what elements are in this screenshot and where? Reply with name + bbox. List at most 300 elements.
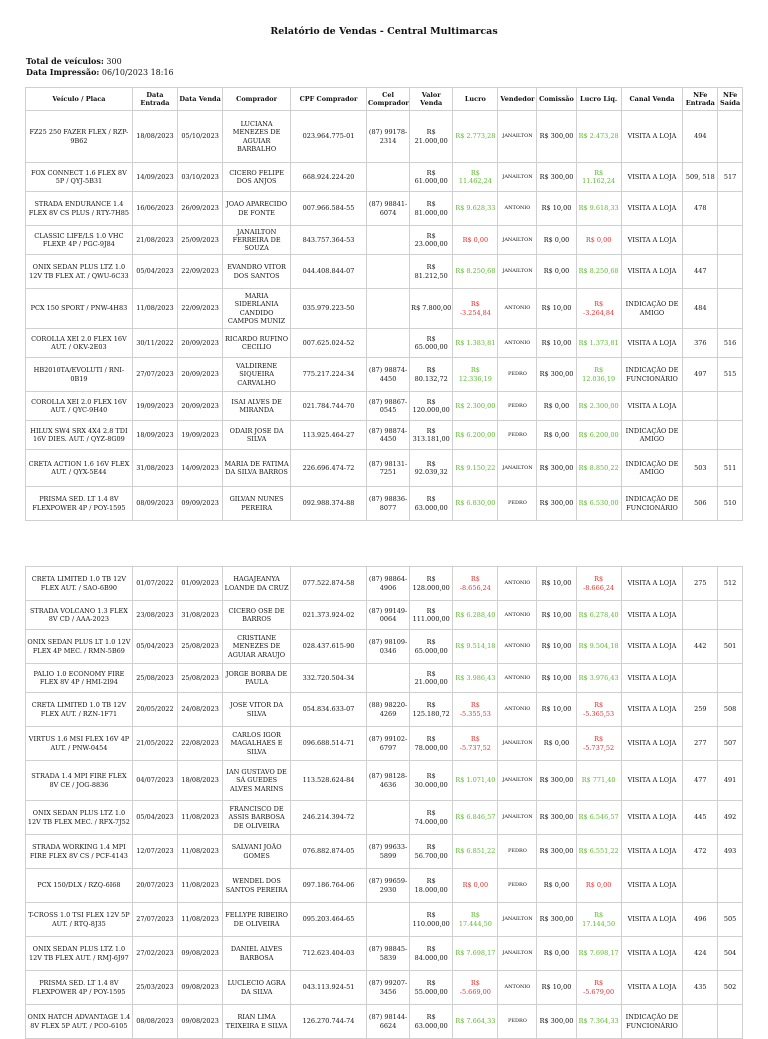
buyer-cell: VALDIRENE SIQUEIRA CARVALHO [223, 358, 291, 392]
phone-cell [366, 226, 409, 255]
header-nfe-out: NFe Saída [718, 88, 743, 111]
sale-date-cell: 25/08/2023 [178, 664, 223, 693]
channel-cell: VISITA A LOJA [621, 937, 683, 971]
cpf-cell: 043.113.924-51 [290, 971, 366, 1005]
cpf-cell: 007.966.584-55 [290, 192, 366, 226]
seller-cell: ANTONIO [498, 329, 537, 358]
buyer-cell: MARIA DE FATIMA DA SILVA BARROS [223, 450, 291, 487]
nfe-out-cell: 505 [718, 903, 743, 937]
channel-cell: VISITA A LOJA [621, 727, 683, 761]
sale-value-cell: R$ 56.700,00 [410, 835, 453, 869]
channel-cell: VISITA A LOJA [621, 835, 683, 869]
channel-cell: VISITA A LOJA [621, 630, 683, 664]
phone-cell: (87) 99633-5899 [366, 835, 409, 869]
vehicle-cell: PRISMA SED. LT 1.4 8V FLEXPOWER 4P / POY-1595 [26, 487, 133, 521]
profit-cell: R$ 6.846,57 [453, 801, 498, 835]
nfe-out-cell [718, 664, 743, 693]
commission-cell: R$ 10,00 [537, 630, 576, 664]
channel-cell: VISITA A LOJA [621, 329, 683, 358]
sale-date-cell: 19/09/2023 [178, 421, 223, 450]
vehicle-cell: CRETA LIMITED 1.0 TB 12V FLEX AUT. / RZN-1F71 [26, 693, 133, 727]
net-profit-cell: R$ -5.737,52 [576, 727, 621, 761]
seller-cell: JANAILTON [498, 903, 537, 937]
sale-value-cell: R$ 120.000,00 [410, 392, 453, 421]
phone-cell: (87) 98836-8077 [366, 487, 409, 521]
entry-date-cell: 27/07/2023 [132, 358, 177, 392]
commission-cell: R$ 10,00 [537, 971, 576, 1005]
net-profit-cell: R$ -3.264,84 [576, 289, 621, 329]
phone-cell: (87) 98874-4450 [366, 358, 409, 392]
nfe-out-cell: 516 [718, 329, 743, 358]
sale-value-cell: R$ 125.180,72 [410, 693, 453, 727]
vehicle-cell: FZ25 250 FAZER FLEX / RZP-9B62 [26, 111, 133, 163]
buyer-cell: CRISTIANE MENEZES DE AGUIAR ARAUJO [223, 630, 291, 664]
sale-value-cell: R$ 23.000,00 [410, 226, 453, 255]
sale-date-cell: 24/08/2023 [178, 693, 223, 727]
channel-cell: VISITA A LOJA [621, 971, 683, 1005]
channel-cell: INDICAÇÃO DE AMIGO [621, 421, 683, 450]
nfe-out-cell: 508 [718, 693, 743, 727]
table-row [26, 693, 743, 727]
total-vehicles [26, 56, 122, 66]
sale-date-cell: 26/09/2023 [178, 192, 223, 226]
net-profit-cell: R$ 6.546,57 [576, 801, 621, 835]
cpf-cell: 226.696.474-72 [290, 450, 366, 487]
table-row [26, 392, 743, 421]
sale-date-cell: 11/08/2023 [178, 801, 223, 835]
commission-cell: R$ 300,00 [537, 358, 576, 392]
net-profit-cell: R$ -8.666,24 [576, 567, 621, 601]
nfe-out-cell [718, 226, 743, 255]
net-profit-cell: R$ 12.036,19 [576, 358, 621, 392]
header-cpf: CPF Comprador [290, 88, 366, 111]
commission-cell: R$ 10,00 [537, 567, 576, 601]
buyer-cell: CICERO FELIPE DOS ANJOS [223, 163, 291, 192]
entry-date-cell: 11/08/2023 [132, 289, 177, 329]
entry-date-cell: 04/07/2023 [132, 761, 177, 801]
sale-date-cell: 09/08/2023 [178, 971, 223, 1005]
profit-cell: R$ 6.830,00 [453, 487, 498, 521]
profit-cell: R$ 1.383,81 [453, 329, 498, 358]
seller-cell: ANTONIO [498, 192, 537, 226]
cpf-cell: 095.203.464-65 [290, 903, 366, 937]
net-profit-cell: R$ 0,00 [576, 869, 621, 903]
nfe-out-cell: 502 [718, 971, 743, 1005]
nfe-in-cell [683, 421, 718, 450]
seller-cell: PEDRO [498, 487, 537, 521]
sales-table-page-2 [25, 566, 743, 1039]
cpf-cell: 028.437.615-90 [290, 630, 366, 664]
entry-date-cell: 27/02/2023 [132, 937, 177, 971]
cpf-cell: 092.988.374-88 [290, 487, 366, 521]
entry-date-cell: 27/07/2023 [132, 903, 177, 937]
entry-date-cell: 31/08/2023 [132, 450, 177, 487]
nfe-in-cell: 494 [683, 111, 718, 163]
sale-date-cell: 01/09/2023 [178, 567, 223, 601]
vehicle-cell: ONIX SEDAN PLUS LT 1.0 12V FLEX 4P MEC. / RMN-5B69 [26, 630, 133, 664]
cpf-cell: 712.623.404-03 [290, 937, 366, 971]
nfe-out-cell [718, 192, 743, 226]
vehicle-cell: VIRTUS 1.6 MSI FLEX 16V 4P AUT. / PNW-0454 [26, 727, 133, 761]
vehicle-cell: STRADA WORKING 1.4 MPI FIRE FLEX 8V CS / PCF-4143 [26, 835, 133, 869]
net-profit-cell: R$ 2.300,00 [576, 392, 621, 421]
sale-date-cell: 20/09/2023 [178, 392, 223, 421]
seller-cell: ANTONIO [498, 601, 537, 630]
entry-date-cell: 23/08/2023 [132, 601, 177, 630]
nfe-out-cell [718, 601, 743, 630]
entry-date-cell: 21/05/2022 [132, 727, 177, 761]
sale-value-cell: R$ 74.000,00 [410, 801, 453, 835]
nfe-in-cell: 506 [683, 487, 718, 521]
nfe-in-cell: 259 [683, 693, 718, 727]
seller-cell: ANTONIO [498, 971, 537, 1005]
vehicle-cell: T-CROSS 1.0 TSI FLEX 12V 5P AUT. / RTQ-8J35 [26, 903, 133, 937]
net-profit-cell: R$ 6.200,00 [576, 421, 621, 450]
sale-date-cell: 20/09/2023 [178, 329, 223, 358]
nfe-in-cell: 496 [683, 903, 718, 937]
header-buyer: Comprador [223, 88, 291, 111]
channel-cell: INDICAÇÃO DE FUNCIONÁRIO [621, 358, 683, 392]
net-profit-cell: R$ 7.698,17 [576, 937, 621, 971]
sale-date-cell: 09/08/2023 [178, 937, 223, 971]
seller-cell: JANAILTON [498, 727, 537, 761]
sale-date-cell: 25/08/2023 [178, 630, 223, 664]
sale-date-cell: 11/08/2023 [178, 903, 223, 937]
sale-value-cell: R$ 18.000,00 [410, 869, 453, 903]
vehicle-cell: PCX 150 SPORT / PNW-4H83 [26, 289, 133, 329]
nfe-out-cell: 507 [718, 727, 743, 761]
sale-value-cell: R$ 81.212,50 [410, 255, 453, 289]
phone-cell: (87) 98864-4906 [366, 567, 409, 601]
commission-cell: R$ 10,00 [537, 192, 576, 226]
phone-cell: (87) 98841-6074 [366, 192, 409, 226]
vehicle-cell: HB2010TA/EVOLUTI / RNI-0B19 [26, 358, 133, 392]
table-row [26, 255, 743, 289]
channel-cell: VISITA A LOJA [621, 163, 683, 192]
header-nfe-in: NFe Entrada [683, 88, 718, 111]
table-row [26, 226, 743, 255]
entry-date-cell: 21/08/2023 [132, 226, 177, 255]
sale-date-cell: 11/08/2023 [178, 835, 223, 869]
buyer-cell: IAN GUSTAVO DE SÁ GUEDES ALVES MARINS [223, 761, 291, 801]
profit-cell: R$ 2.300,00 [453, 392, 498, 421]
sale-date-cell: 22/08/2023 [178, 727, 223, 761]
commission-cell: R$ 300,00 [537, 163, 576, 192]
nfe-in-cell: 445 [683, 801, 718, 835]
entry-date-cell: 08/09/2023 [132, 487, 177, 521]
seller-cell: JANAILTON [498, 450, 537, 487]
entry-date-cell: 18/08/2023 [132, 111, 177, 163]
net-profit-cell: R$ 8.850,22 [576, 450, 621, 487]
commission-cell: R$ 10,00 [537, 664, 576, 693]
nfe-in-cell [683, 664, 718, 693]
profit-cell: R$ -3.254,84 [453, 289, 498, 329]
sale-date-cell: 20/09/2023 [178, 358, 223, 392]
vehicle-cell: ONIX SEDAN PLUS LTZ 1.0 12V TB FLEX AT. / QWU-6C33 [26, 255, 133, 289]
phone-cell: (87) 99178-2314 [366, 111, 409, 163]
nfe-out-cell: 491 [718, 761, 743, 801]
net-profit-cell: R$ 11.162,24 [576, 163, 621, 192]
vehicle-cell: CLASSIC LIFE/LS 1.0 VHC FLEXP. 4P / PGC-9J84 [26, 226, 133, 255]
sale-value-cell: R$ 65.000,00 [410, 630, 453, 664]
total-vehicles-value: 300 [106, 57, 122, 66]
header-seller: Vendedor [498, 88, 537, 111]
seller-cell: ANTONIO [498, 289, 537, 329]
sale-date-cell: 22/09/2023 [178, 289, 223, 329]
nfe-out-cell: 515 [718, 358, 743, 392]
buyer-cell: RICARDO RUFINO CECILIO [223, 329, 291, 358]
commission-cell: R$ 300,00 [537, 835, 576, 869]
profit-cell: R$ 7.664,33 [453, 1005, 498, 1039]
cpf-cell: 246.214.394-72 [290, 801, 366, 835]
phone-cell [366, 903, 409, 937]
commission-cell: R$ 300,00 [537, 450, 576, 487]
table-row [26, 450, 743, 487]
profit-cell: R$ 0,00 [453, 226, 498, 255]
channel-cell: VISITA A LOJA [621, 567, 683, 601]
channel-cell: VISITA A LOJA [621, 255, 683, 289]
sale-date-cell: 11/08/2023 [178, 869, 223, 903]
profit-cell: R$ 9.514,18 [453, 630, 498, 664]
phone-cell: (87) 99149-0064 [366, 601, 409, 630]
entry-date-cell: 20/05/2022 [132, 693, 177, 727]
channel-cell: VISITA A LOJA [621, 664, 683, 693]
sale-value-cell: R$ 81.000,00 [410, 192, 453, 226]
cpf-cell: 044.408.844-07 [290, 255, 366, 289]
table-row [26, 971, 743, 1005]
channel-cell: INDICAÇÃO DE FUNCIONÁRIO [621, 487, 683, 521]
channel-cell: VISITA A LOJA [621, 226, 683, 255]
vehicle-cell: ONIX SEDAN PLUS LTZ 1.0 12V TB FLEX AUT. / RMJ-6J97 [26, 937, 133, 971]
commission-cell: R$ 300,00 [537, 761, 576, 801]
nfe-out-cell: 510 [718, 487, 743, 521]
sale-date-cell: 03/10/2023 [178, 163, 223, 192]
net-profit-cell: R$ 8.250,68 [576, 255, 621, 289]
buyer-cell: LUCIANA MENEZES DE AGUIAR BARBALHO [223, 111, 291, 163]
profit-cell: R$ 6.288,40 [453, 601, 498, 630]
table-header-row [26, 88, 743, 111]
entry-date-cell: 08/08/2023 [132, 1005, 177, 1039]
nfe-in-cell: 275 [683, 567, 718, 601]
nfe-out-cell [718, 869, 743, 903]
header-sale-value: Valor Venda [410, 88, 453, 111]
sale-date-cell: 09/08/2023 [178, 1005, 223, 1039]
table-row [26, 835, 743, 869]
nfe-out-cell: 492 [718, 801, 743, 835]
nfe-in-cell: 477 [683, 761, 718, 801]
nfe-in-cell [683, 869, 718, 903]
phone-cell: (87) 99659-2930 [366, 869, 409, 903]
phone-cell: (87) 98144-6624 [366, 1005, 409, 1039]
seller-cell: PEDRO [498, 835, 537, 869]
nfe-in-cell: 503 [683, 450, 718, 487]
seller-cell: ANTONIO [498, 693, 537, 727]
seller-cell: ANTONIO [498, 630, 537, 664]
nfe-out-cell [718, 111, 743, 163]
print-date-value: 06/10/2023 18:16 [101, 68, 174, 77]
commission-cell: R$ 10,00 [537, 601, 576, 630]
nfe-in-cell: 442 [683, 630, 718, 664]
sale-date-cell: 18/08/2023 [178, 761, 223, 801]
phone-cell [366, 664, 409, 693]
sale-date-cell: 05/10/2023 [178, 111, 223, 163]
table-row [26, 567, 743, 601]
vehicle-cell: COROLLA XEI 2.0 FLEX 16V AUT. / OKV-2E03 [26, 329, 133, 358]
cpf-cell: 021.373.924-02 [290, 601, 366, 630]
header-entry-date: Data Entrada [132, 88, 177, 111]
nfe-out-cell: 511 [718, 450, 743, 487]
phone-cell: (87) 98109-0346 [366, 630, 409, 664]
channel-cell: INDICAÇÃO DE AMIGO [621, 450, 683, 487]
phone-cell [366, 801, 409, 835]
sale-value-cell: R$ 21.000,00 [410, 664, 453, 693]
commission-cell: R$ 10,00 [537, 289, 576, 329]
buyer-cell: EVANDRO VITOR DOS SANTOS [223, 255, 291, 289]
net-profit-cell: R$ 1.373,81 [576, 329, 621, 358]
header-vehicle: Veículo / Placa [26, 88, 133, 111]
nfe-in-cell: 447 [683, 255, 718, 289]
profit-cell: R$ 7.698,17 [453, 937, 498, 971]
profit-cell: R$ 12.336,19 [453, 358, 498, 392]
cpf-cell: 054.834.633-07 [290, 693, 366, 727]
buyer-cell: RIAN LIMA TEIXEIRA E SILVA [223, 1005, 291, 1039]
channel-cell: VISITA A LOJA [621, 903, 683, 937]
phone-cell: (87) 98128-4636 [366, 761, 409, 801]
table-row [26, 163, 743, 192]
header-sale-date: Data Venda [178, 88, 223, 111]
entry-date-cell: 20/07/2023 [132, 869, 177, 903]
vehicle-cell: CRETA ACTION 1.6 16V FLEX AUT. / QYX-5E44 [26, 450, 133, 487]
nfe-out-cell: 504 [718, 937, 743, 971]
commission-cell: R$ 0,00 [537, 937, 576, 971]
sale-value-cell: R$ 111.000,00 [410, 601, 453, 630]
table-row [26, 664, 743, 693]
commission-cell: R$ 0,00 [537, 226, 576, 255]
cpf-cell: 021.784.744-70 [290, 392, 366, 421]
header-net-profit: Lucro Liq. [576, 88, 621, 111]
cpf-cell: 035.979.223-50 [290, 289, 366, 329]
seller-cell: JANAILTON [498, 163, 537, 192]
entry-date-cell: 05/04/2023 [132, 630, 177, 664]
nfe-in-cell [683, 226, 718, 255]
profit-cell: R$ 0,00 [453, 869, 498, 903]
cpf-cell: 096.688.514-71 [290, 727, 366, 761]
nfe-in-cell: 435 [683, 971, 718, 1005]
table-row [26, 358, 743, 392]
channel-cell: VISITA A LOJA [621, 801, 683, 835]
net-profit-cell: R$ 0,00 [576, 226, 621, 255]
net-profit-cell: R$ 6.278,40 [576, 601, 621, 630]
nfe-in-cell: 484 [683, 289, 718, 329]
table-row [26, 329, 743, 358]
channel-cell: INDICAÇÃO DE FUNCIONÁRIO [621, 1005, 683, 1039]
seller-cell: PEDRO [498, 358, 537, 392]
profit-cell: R$ 1.071,40 [453, 761, 498, 801]
channel-cell: VISITA A LOJA [621, 601, 683, 630]
entry-date-cell: 25/08/2023 [132, 664, 177, 693]
buyer-cell: GILVAN NUNES PEREIRA [223, 487, 291, 521]
cpf-cell: 126.270.744-74 [290, 1005, 366, 1039]
seller-cell: JANAILTON [498, 226, 537, 255]
profit-cell: R$ 6.851,22 [453, 835, 498, 869]
entry-date-cell: 25/03/2023 [132, 971, 177, 1005]
seller-cell: PEDRO [498, 869, 537, 903]
nfe-out-cell [718, 255, 743, 289]
vehicle-cell: FOX CONNECT 1.6 FLEX 8V 5P / QYJ-5B31 [26, 163, 133, 192]
profit-cell: R$ 8.250,68 [453, 255, 498, 289]
phone-cell: (87) 98867-0545 [366, 392, 409, 421]
seller-cell: PEDRO [498, 421, 537, 450]
table-row [26, 630, 743, 664]
buyer-cell: FELLYPE RIBEIRO DE OLIVEIRA [223, 903, 291, 937]
buyer-cell: LUCLECIO AGRA DA SILVA [223, 971, 291, 1005]
print-date-label: Data Impressão: [26, 67, 100, 77]
nfe-out-cell: 493 [718, 835, 743, 869]
entry-date-cell: 01/07/2022 [132, 567, 177, 601]
table-row [26, 869, 743, 903]
seller-cell: JANAILTON [498, 111, 537, 163]
cpf-cell: 077.522.874-58 [290, 567, 366, 601]
commission-cell: R$ 0,00 [537, 255, 576, 289]
cpf-cell: 113.925.464-27 [290, 421, 366, 450]
cpf-cell: 843.757.364-53 [290, 226, 366, 255]
sale-date-cell: 22/09/2023 [178, 255, 223, 289]
nfe-in-cell [683, 392, 718, 421]
nfe-out-cell [718, 289, 743, 329]
commission-cell: R$ 0,00 [537, 421, 576, 450]
total-vehicles-label: Total de veículos: [26, 56, 104, 66]
profit-cell: R$ -5.737,52 [453, 727, 498, 761]
table-row [26, 903, 743, 937]
sale-value-cell: R$ 7.800,00 [410, 289, 453, 329]
cpf-cell: 076.882.874-05 [290, 835, 366, 869]
net-profit-cell: R$ -5.365,53 [576, 693, 621, 727]
sale-value-cell: R$ 80.132,72 [410, 358, 453, 392]
nfe-in-cell: 497 [683, 358, 718, 392]
cpf-cell: 097.186.764-06 [290, 869, 366, 903]
seller-cell: PEDRO [498, 392, 537, 421]
buyer-cell: FRANCISCO DE ASSIS BARBOSA DE OLIVEIRA [223, 801, 291, 835]
buyer-cell: MARIA SIDERLANIA CANDIDO CAMPOS MUNIZ [223, 289, 291, 329]
table-row [26, 801, 743, 835]
vehicle-cell: STRADA ENDURANCE 1.4 FLEX 8V CS PLUS / RTY-7H85 [26, 192, 133, 226]
phone-cell: (87) 99207-3456 [366, 971, 409, 1005]
net-profit-cell: R$ 9.618,33 [576, 192, 621, 226]
net-profit-cell: R$ 7.364,33 [576, 1005, 621, 1039]
table-row [26, 727, 743, 761]
cpf-cell: 775.217.224-34 [290, 358, 366, 392]
net-profit-cell: R$ 771,40 [576, 761, 621, 801]
net-profit-cell: R$ 6.530,00 [576, 487, 621, 521]
phone-cell: (87) 99102-6797 [366, 727, 409, 761]
channel-cell: VISITA A LOJA [621, 869, 683, 903]
commission-cell: R$ 10,00 [537, 329, 576, 358]
nfe-in-cell: 472 [683, 835, 718, 869]
sale-value-cell: R$ 78.000,00 [410, 727, 453, 761]
nfe-in-cell: 509, 518 [683, 163, 718, 192]
header-channel: Canal Venda [621, 88, 683, 111]
sale-date-cell: 31/08/2023 [178, 601, 223, 630]
seller-cell: ANTONIO [498, 664, 537, 693]
commission-cell: R$ 300,00 [537, 111, 576, 163]
net-profit-cell: R$ 3.976,43 [576, 664, 621, 693]
buyer-cell: CARLOS IGOR MAGALHAES E SILVA [223, 727, 291, 761]
commission-cell: R$ 300,00 [537, 903, 576, 937]
entry-date-cell: 19/09/2023 [132, 392, 177, 421]
channel-cell: VISITA A LOJA [621, 761, 683, 801]
phone-cell: (87) 98131-7251 [366, 450, 409, 487]
cpf-cell: 668.924.224-20 [290, 163, 366, 192]
